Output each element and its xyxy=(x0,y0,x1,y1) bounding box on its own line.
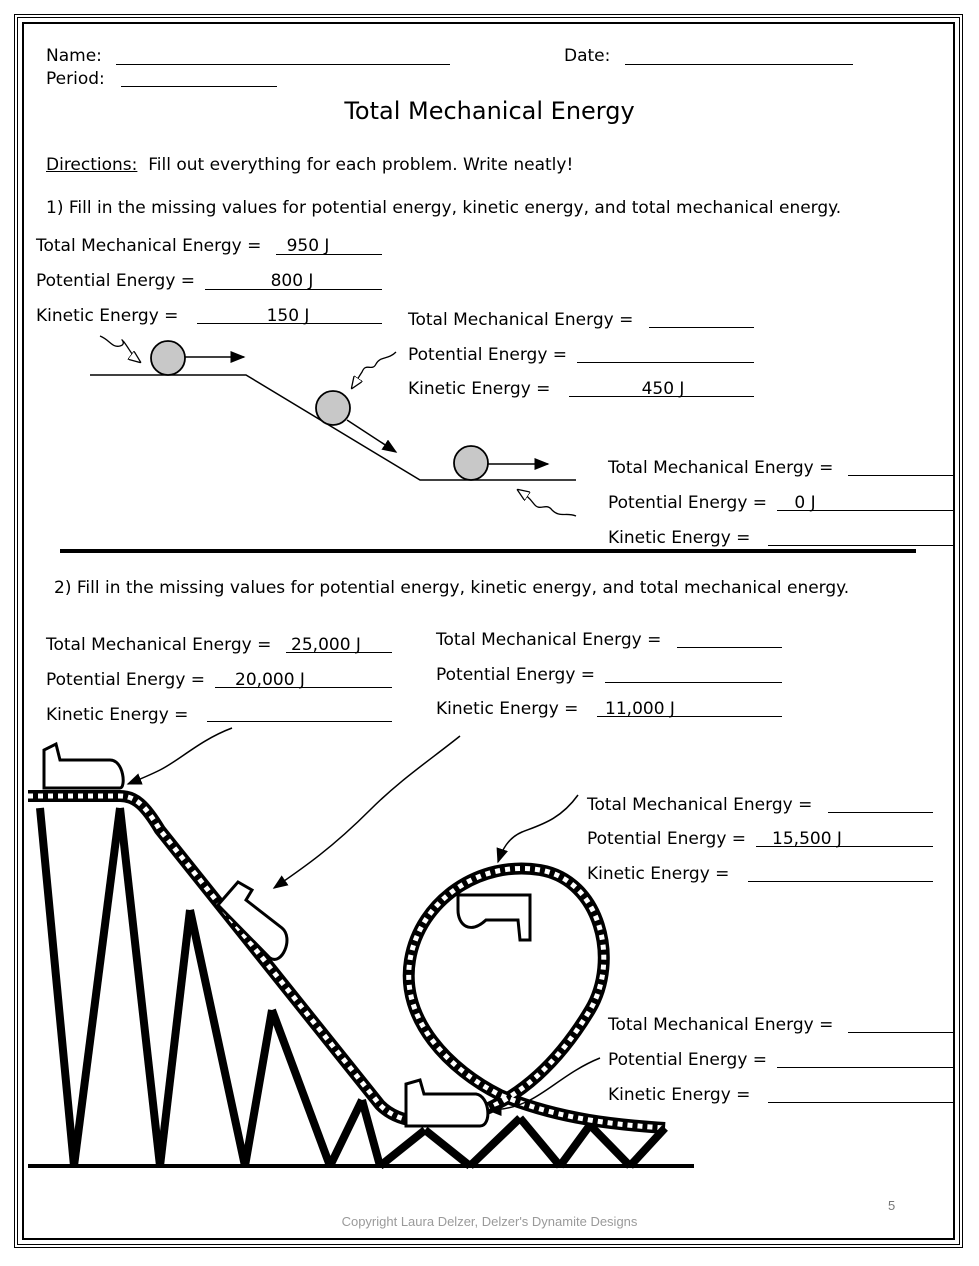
p2-loop-pe-label: Potential Energy = xyxy=(587,829,747,849)
p2-bot-ke-label: Kinetic Energy = xyxy=(608,1085,751,1105)
p1-top-ke-value: 150 J xyxy=(266,306,310,326)
ball-bottom xyxy=(454,446,548,480)
p2-top-pe-value: 20,000 J xyxy=(235,670,305,690)
p1-bot-pe-value: 0 J xyxy=(794,493,816,513)
p2-top-tme-value: 25,000 J xyxy=(291,635,361,655)
p1-top-ke-label: Kinetic Energy = xyxy=(36,306,179,326)
roller-coaster xyxy=(28,796,694,1166)
p2-slope-pe-label: Potential Energy = xyxy=(436,665,596,685)
p2-top-pe-label: Potential Energy = xyxy=(46,670,206,690)
p1-top-tme-label: Total Mechanical Energy = xyxy=(36,236,262,256)
problem1-prompt: 1) Fill in the missing values for potential energy, kinetic energy, and total mechanical energy. xyxy=(46,198,842,218)
p2-top-tme-label: Total Mechanical Energy = xyxy=(46,635,272,655)
p1-bot-pe-label: Potential Energy = xyxy=(608,493,768,513)
p2-loop-tme-label: Total Mechanical Energy = xyxy=(587,795,813,815)
directions-text: Fill out everything for each problem. Write neatly! xyxy=(148,155,574,175)
problem2-prompt: 2) Fill in the missing values for potential energy, kinetic energy, and total mechanical energy. xyxy=(54,578,850,598)
directions-label: Directions: xyxy=(46,155,138,175)
p1-top-tme-value: 950 J xyxy=(286,236,330,256)
page-title: Total Mechanical Energy xyxy=(344,97,635,125)
period-label: Period: xyxy=(46,69,105,89)
p1-mid-ke-label: Kinetic Energy = xyxy=(408,379,551,399)
p2-bot-pe-label: Potential Energy = xyxy=(608,1050,768,1070)
ball-top xyxy=(151,341,244,375)
cart-top xyxy=(44,744,123,788)
p2-loop-ke-label: Kinetic Energy = xyxy=(587,864,730,884)
copyright: Copyright Laura Delzer, Delzer's Dynamite Designs xyxy=(341,1214,638,1229)
p1-mid-ke-value: 450 J xyxy=(641,379,685,399)
p2-bot-tme-label: Total Mechanical Energy = xyxy=(608,1015,834,1035)
p2-loop-pe-value: 15,500 J xyxy=(772,829,842,849)
p1-mid-tme-label: Total Mechanical Energy = xyxy=(408,310,634,330)
ball-middle xyxy=(316,391,396,452)
p1-top-pe-label: Potential Energy = xyxy=(36,271,196,291)
cart-loop xyxy=(458,895,530,940)
p1-top-pe-value: 800 J xyxy=(270,271,314,291)
page-number: 5 xyxy=(888,1198,896,1213)
p2-slope-ke-value: 11,000 J xyxy=(605,699,675,719)
p2-top-ke-label: Kinetic Energy = xyxy=(46,705,189,725)
p1-bot-tme-label: Total Mechanical Energy = xyxy=(608,458,834,478)
name-label: Name: xyxy=(46,46,102,66)
p1-bot-ke-label: Kinetic Energy = xyxy=(608,528,751,548)
p2-slope-ke-label: Kinetic Energy = xyxy=(436,699,579,719)
p2-slope-tme-label: Total Mechanical Energy = xyxy=(436,630,662,650)
p1-mid-pe-label: Potential Energy = xyxy=(408,345,568,365)
date-label: Date: xyxy=(564,46,611,66)
